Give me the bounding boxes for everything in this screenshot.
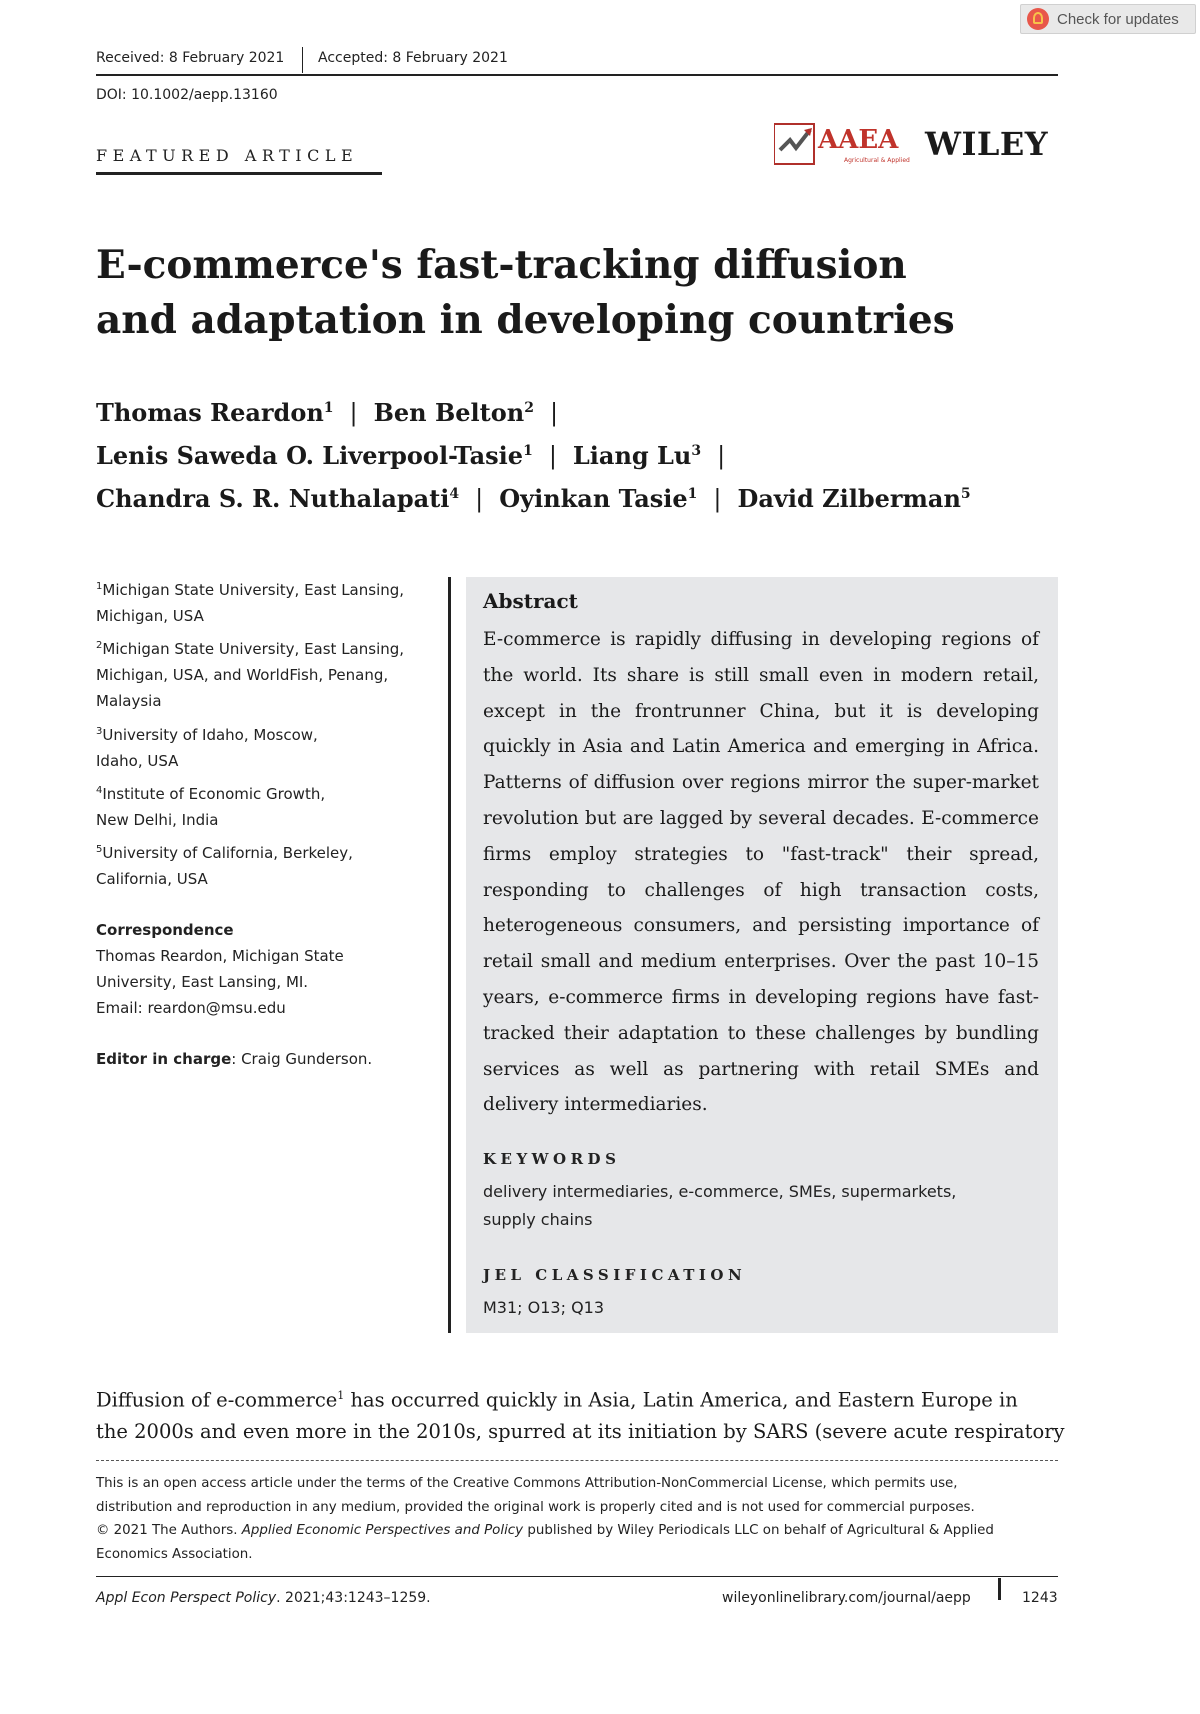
accepted-date: Accepted: 8 February 2021 [318, 50, 508, 66]
author-affiliation-mark: 1 [687, 486, 698, 502]
author-line: Lenis Saweda O. Liverpool-Tasie$^1$ | Liang Lu$^3$ | [96, 441, 726, 470]
title-line: E-commerce's fast-tracking diffusion [96, 242, 907, 288]
footnote-line: This is an open access article under the terms of the Creative Commons Attribution-NonCommercial License, which permits use, [96, 1476, 958, 1491]
affiliation-line: New Delhi, India [96, 811, 219, 829]
footnote-line: distribution and reproduction in any medium, provided the original work is properly cited and is not used for commercial purposes. [96, 1499, 975, 1515]
correspondence-email[interactable]: Email: reardon@msu.edu [96, 999, 286, 1017]
author-affiliation-mark: 3 [691, 443, 702, 459]
affiliation-line: Malaysia [96, 692, 162, 710]
aaea-logo [774, 120, 914, 168]
footer-rule [96, 1576, 1058, 1577]
author-name[interactable]: Oyinkan Tasie [499, 484, 688, 513]
jel-heading: JEL CLASSIFICATION [483, 1266, 747, 1284]
journal-abbrev: Appl Econ Perspect Policy [96, 1590, 277, 1606]
body-text-line: the 2000s and even more in the 2010s, spurred at its initiation by SARS (severe acute respiratory [96, 1419, 1065, 1443]
affiliation-line: Institute of Economic Growth, [102, 785, 326, 803]
affiliation-line: University of California, Berkeley, [102, 844, 353, 862]
crossmark-icon [1027, 8, 1049, 30]
editor-name: : Craig Gunderson. [231, 1050, 373, 1068]
check-for-updates-button[interactable] [1020, 4, 1196, 34]
footnote-ref[interactable]: 1 [337, 1389, 345, 1402]
author-name[interactable]: Liang Lu [572, 441, 692, 470]
author-affiliation-mark: 5 [960, 486, 971, 502]
footnote-line: Economics Association. [96, 1546, 253, 1562]
author-line: Thomas Reardon$^1$ | Ben Belton$^2$ | [96, 398, 559, 427]
affiliation-line: Michigan State University, East Lansing, [102, 581, 405, 599]
received-date: Received: 8 February 2021 [96, 50, 285, 66]
page-number: 1243 [1022, 1590, 1058, 1606]
author-affiliation-mark: 2 [524, 400, 534, 416]
article-title [96, 238, 1096, 348]
author-line: Chandra S. R. Nuthalapati$^4$ | Oyinkan Tasie$^1$ | David Zilberman$^5$ [96, 484, 971, 513]
header-rule [96, 74, 1058, 76]
author-name[interactable]: Chandra S. R. Nuthalapati [96, 484, 450, 513]
footnote-text: published by Wiley Periodicals LLC on behalf of Agricultural & Applied [523, 1523, 994, 1538]
body-paragraph [96, 1380, 1065, 1447]
title-line: and adaptation in developing countries [96, 297, 955, 343]
affiliation [96, 719, 436, 774]
author-affiliation-mark: 4 [449, 486, 460, 502]
check-for-updates-label: Check for updates [1057, 10, 1179, 28]
editor-in-charge [96, 1050, 372, 1068]
affiliation-line: Michigan, USA [96, 607, 204, 625]
affiliation-line: Idaho, USA [96, 752, 179, 770]
wiley-logo: WILEY [925, 125, 1049, 163]
license-footnote [96, 1472, 1058, 1566]
section-underline [96, 172, 382, 175]
column-divider [448, 577, 451, 1333]
affiliation [96, 778, 436, 833]
correspondence [96, 917, 436, 1021]
abstract-text: E-commerce is rapidly diffusing in developing regions of the world. Its share is still small even in modern retail, except in the frontrunner China, but it is developing quickly in Asia and Latin America and emerging in Africa. Patterns of diffusion over regions mirror the super-market revolution but are lagged by several decades. E-commerce firms employ strategies to "fast-track" their spread, responding to challenges of high transaction costs, heterogeneous consumers, and persisting importance of retail small and medium enterprises. Over the past 10–15 years, e-commerce firms in developing regions have fast-tracked their adaptation to these challenges by bundling services as well as partnering with retail SMEs and delivery intermediaries. [483, 629, 1039, 1116]
header-divider [302, 47, 303, 73]
author-name[interactable]: Lenis Saweda O. Liverpool-Tasie [96, 441, 524, 470]
author-affiliation-mark: 1 [523, 443, 533, 459]
affiliation-number: 2 [96, 640, 103, 651]
body-text-span: Diffusion of e-commerce [96, 1388, 338, 1412]
journal-url-link[interactable]: wileyonlinelibrary.com/journal/aepp [722, 1590, 971, 1606]
doi[interactable]: DOI: 10.1002/aepp.13160 [96, 87, 278, 103]
affiliation [96, 837, 436, 892]
section-label: FEATURED ARTICLE [96, 146, 359, 165]
footer-divider [998, 1578, 1001, 1600]
affiliation [96, 633, 436, 714]
keywords-list [483, 1178, 1023, 1234]
keywords-heading: KEYWORDS [483, 1150, 621, 1168]
jel-codes: M31; O13; Q13 [483, 1298, 605, 1317]
citation-text: . 2021;43:1243–1259. [276, 1590, 431, 1606]
journal-name: Applied Economic Perspectives and Policy [241, 1523, 524, 1538]
correspondence-line: Thomas Reardon, Michigan State [96, 947, 344, 965]
aaea-logo-subtext: Agricultural & Applied [844, 157, 910, 164]
author-name[interactable]: David Zilberman [737, 484, 961, 513]
affiliation-line: Michigan, USA, and WorldFish, Penang, [96, 666, 389, 684]
footnote-text: © 2021 The Authors. [96, 1523, 242, 1538]
journal-citation [96, 1590, 431, 1606]
author-affiliation-mark: 1 [323, 400, 334, 416]
affiliation-line: California, USA [96, 870, 208, 888]
affiliation-number: 5 [96, 844, 103, 855]
author-name[interactable]: Ben Belton [373, 398, 525, 427]
keywords-line: supply chains [483, 1210, 593, 1229]
editor-label: Editor in charge [96, 1050, 232, 1068]
affiliation-number: 1 [96, 581, 103, 592]
body-text-span: has occurred quickly in Asia, Latin America, and Eastern Europe in [344, 1388, 1018, 1412]
abstract-heading: Abstract [483, 589, 578, 613]
author-name[interactable]: Thomas Reardon [96, 398, 324, 427]
affiliation-number: 3 [96, 726, 103, 737]
correspondence-heading: Correspondence [96, 921, 234, 939]
keywords-line: delivery intermediaries, e-commerce, SMEs, supermarkets, [483, 1182, 957, 1201]
aaea-logo-text: AAEA [818, 125, 899, 155]
affiliation [96, 574, 436, 629]
affiliation-line: University of Idaho, Moscow, [102, 726, 318, 744]
correspondence-line: University, East Lansing, MI. [96, 973, 309, 991]
affiliation-line: Michigan State University, East Lansing, [102, 640, 405, 658]
footnote-separator [96, 1460, 1058, 1461]
affiliation-number: 4 [96, 785, 103, 796]
